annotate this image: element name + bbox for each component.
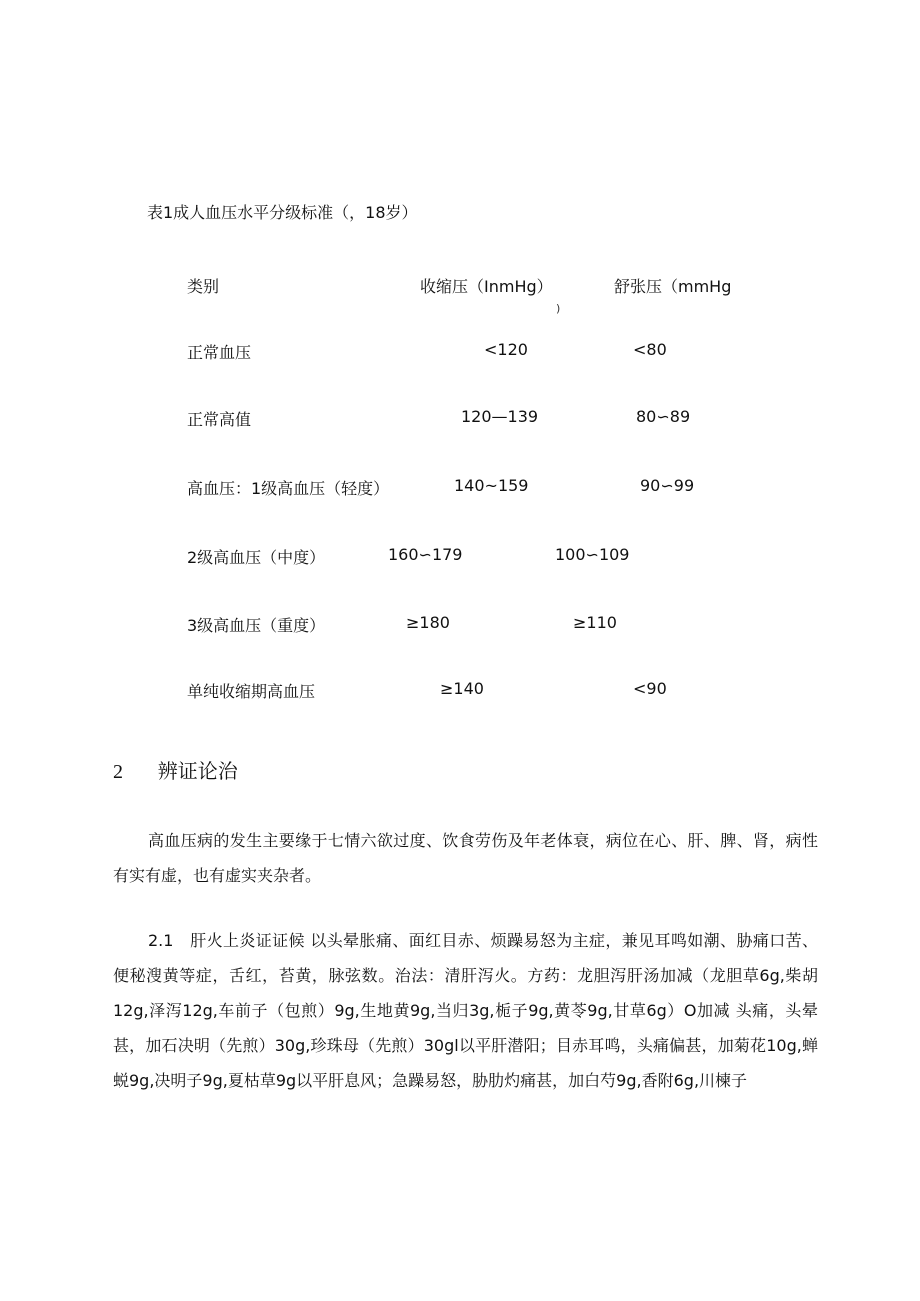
row-systolic: 160∽179 [388,545,463,564]
row-diastolic: 90∽99 [640,476,695,495]
row-category: 正常高值 [187,410,252,429]
row-systolic: <120 [484,340,528,359]
header-category: 类别 [187,277,220,296]
header-systolic: 收缩压（InmHg） [420,277,553,296]
section-heading [113,755,238,784]
row-diastolic: ≥110 [573,613,617,632]
header-diastolic: 舒张压（mmHg [614,277,732,296]
row-category: 高血压：1级高血压（轻度） [187,479,390,498]
row-category: 正常血压 [187,343,252,362]
body-paragraph: 2.1 肝火上炎证证候 以头晕胀痛、面红目赤、烦躁易怒为主症，兼见耳鸣如潮、胁痛口苦、便秘溲黄等症，舌红，苔黄，脉弦数。治法：清肝泻火。方药：龙胆泻肝汤加减（龙胆草6g,柴胡12g,泽泻12g,车前子（包煎）9g,生地黄9g,当归3g,栀子9g,黄苓9g,甘草6g）O加减 头痛，头晕甚，加石决明（先煎）30g,珍珠母（先煎）30gl以平肝潜阳；目赤耳鸣，头痛偏甚，加菊花10g,蝉蜕9g,决明子9g,夏枯草9g以平肝息风；急躁易怒，胁肋灼痛甚，加白芍9g,香附6g,川楝子 [113,931,818,1090]
row-diastolic: <80 [633,340,667,359]
section-number: 2 [113,761,123,783]
table-caption: 表1成人血压水平分级标准（，18岁） [147,203,418,222]
header-systolic-overflow: ) [556,302,561,315]
row-diastolic: 100∽109 [555,545,630,564]
row-systolic: ≥180 [406,613,450,632]
row-systolic: 120—139 [461,407,539,426]
row-category: 3级高血压（重度） [187,616,326,635]
row-systolic: ≥140 [440,679,484,698]
section-title: 辨证论治 [157,759,238,783]
row-diastolic: <90 [633,679,667,698]
row-systolic: 140~159 [454,476,529,495]
row-category: 单纯收缩期高血压 [187,682,316,701]
row-diastolic: 80∽89 [636,407,691,426]
row-category: 2级高血压（中度） [187,548,326,567]
body-paragraph: 高血压病的发生主要缘于七情六欲过度、饮食劳伤及年老体衰，病位在心、肝、脾、肾，病性有实有虚，也有虚实夹杂者。 [113,831,818,885]
